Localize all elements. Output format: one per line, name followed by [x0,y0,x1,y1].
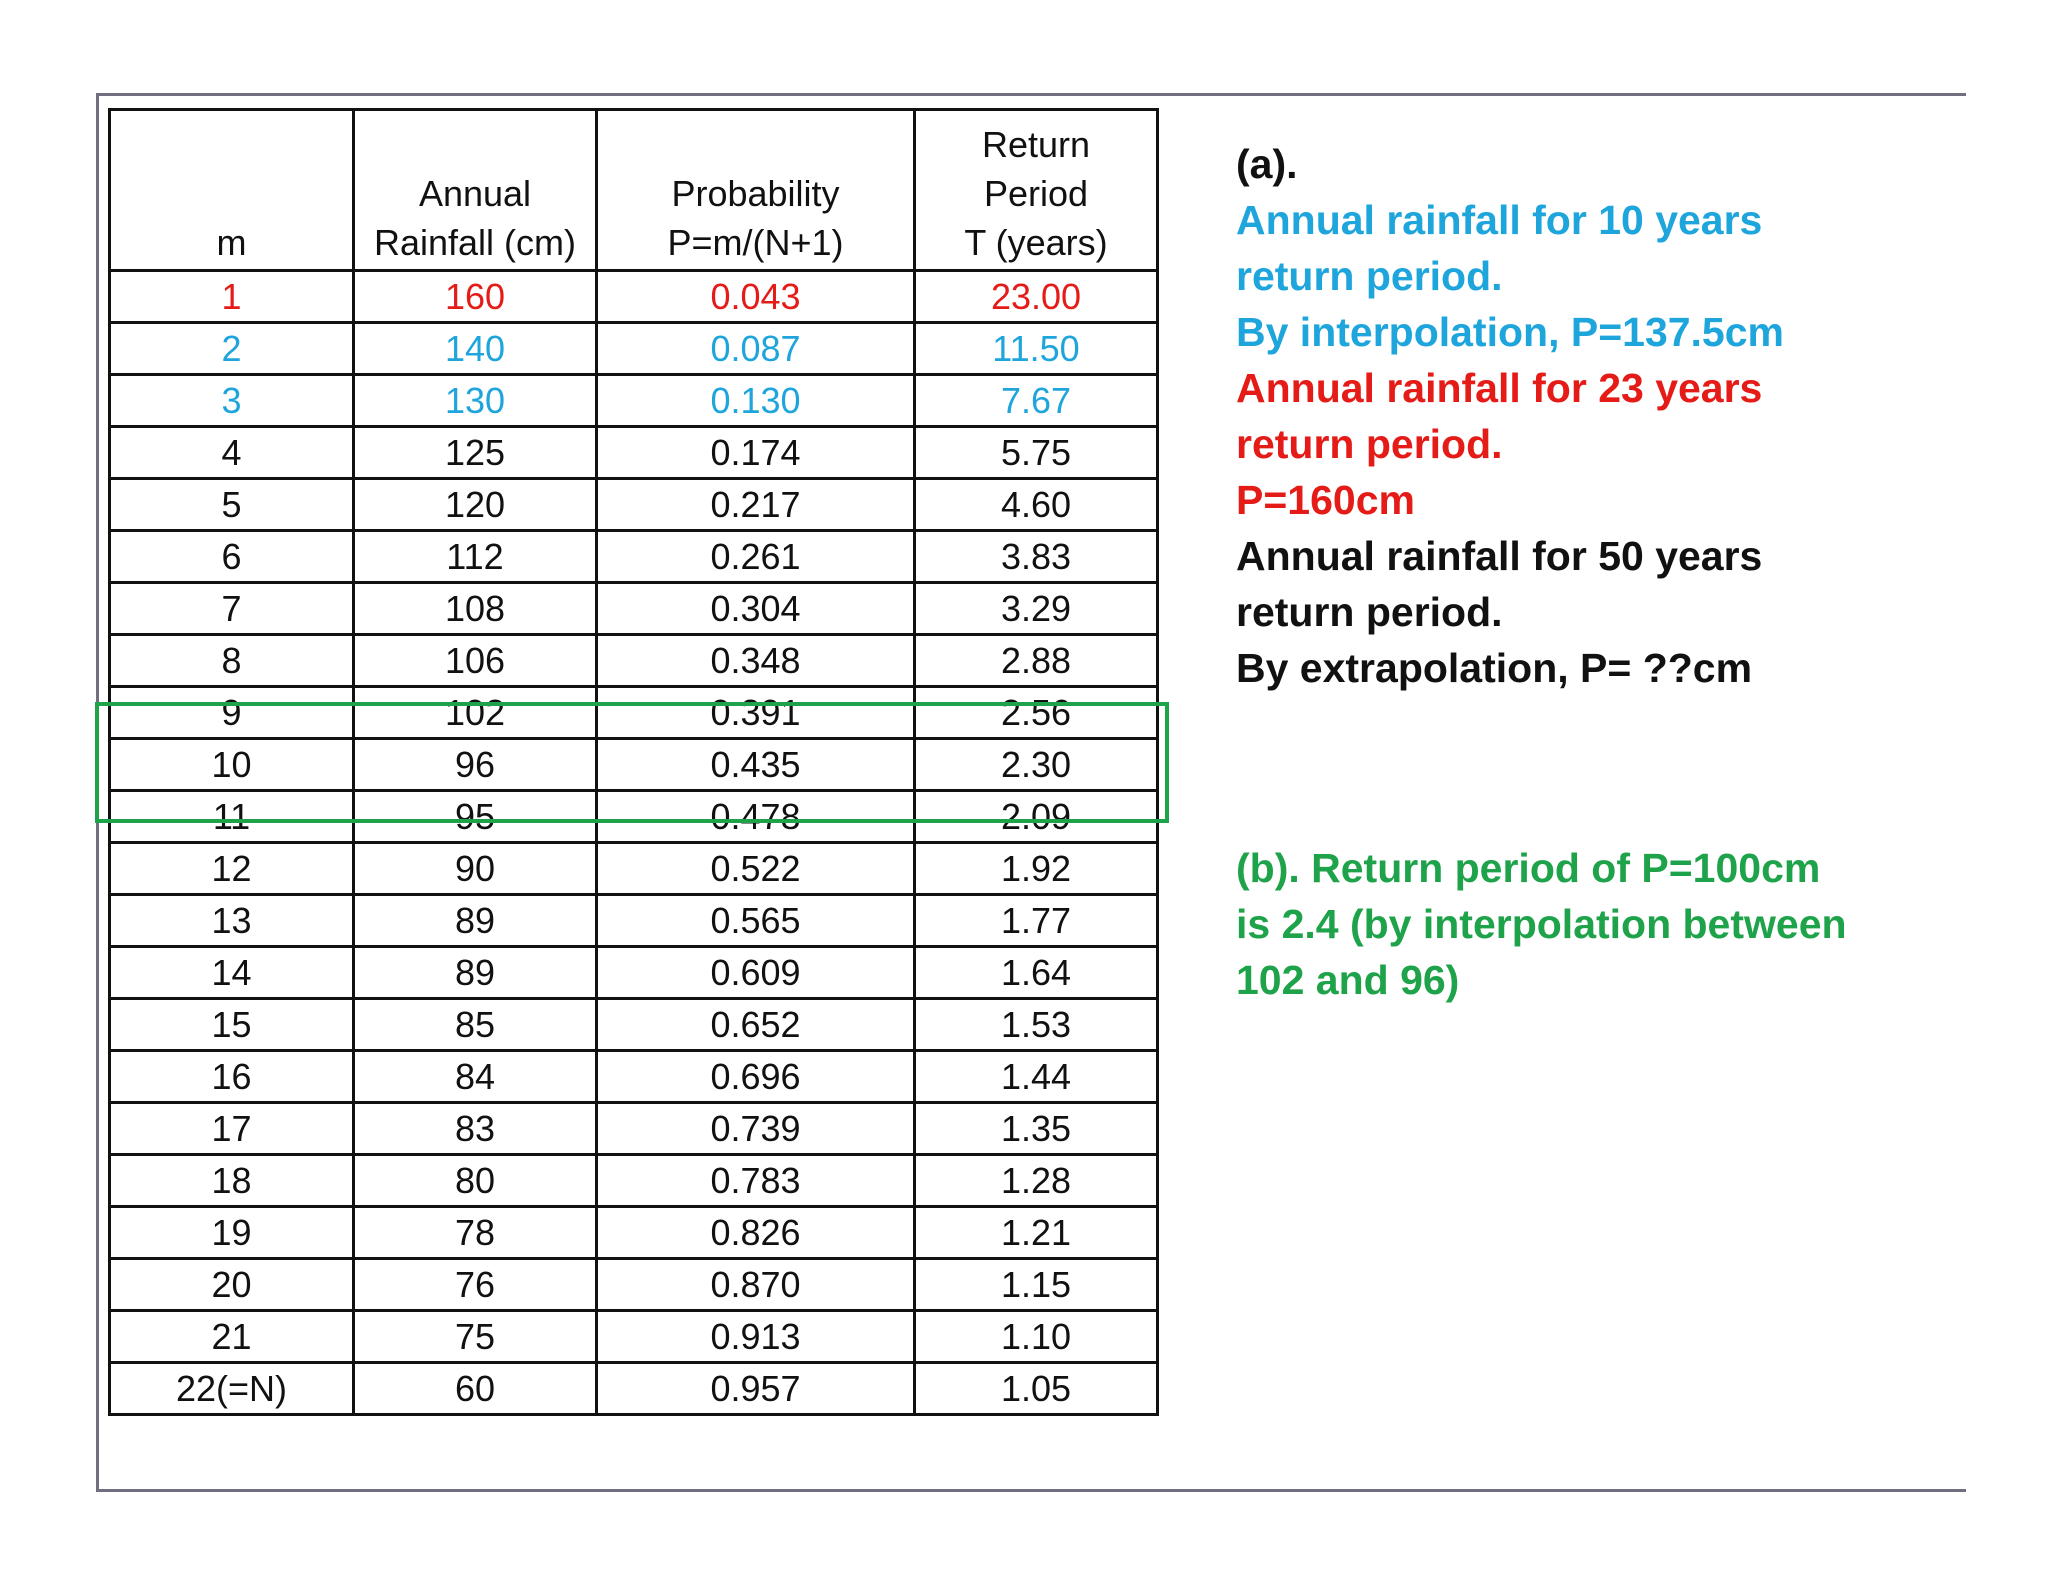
cell-m: 11 [110,791,354,843]
part-a-line: By extrapolation, P= ??cm [1236,645,1753,691]
cell-return-period: 3.29 [915,583,1158,635]
cell-rainfall: 160 [354,271,597,323]
cell-rainfall: 120 [354,479,597,531]
cell-probability: 0.826 [597,1207,915,1259]
header-line: P=m/(N+1) [667,222,844,263]
cell-probability: 0.783 [597,1155,915,1207]
cell-rainfall: 85 [354,999,597,1051]
part-a-line: By interpolation, P=137.5cm [1236,309,1784,355]
part-b-line: 102 and 96) [1236,957,1460,1003]
cell-m: 19 [110,1207,354,1259]
cell-return-period: 5.75 [915,427,1158,479]
cell-return-period: 2.88 [915,635,1158,687]
cell-rainfall: 106 [354,635,597,687]
cell-m: 15 [110,999,354,1051]
cell-m: 21 [110,1311,354,1363]
cell-rainfall: 130 [354,375,597,427]
cell-return-period: 7.67 [915,375,1158,427]
cell-m: 17 [110,1103,354,1155]
table-row [110,895,1158,947]
cell-rainfall: 96 [354,739,597,791]
cell-m: 2 [110,323,354,375]
cell-probability: 0.217 [597,479,915,531]
cell-m: 12 [110,843,354,895]
part-a-line: Annual rainfall for 10 years [1236,197,1763,243]
cell-rainfall: 83 [354,1103,597,1155]
cell-probability: 0.261 [597,531,915,583]
cell-probability: 0.478 [597,791,915,843]
table-row [110,739,1158,791]
table-row [110,583,1158,635]
header-return-period [915,110,1158,271]
table-row [110,375,1158,427]
cell-rainfall: 125 [354,427,597,479]
cell-rainfall: 89 [354,947,597,999]
cell-probability: 0.043 [597,271,915,323]
cell-m: 3 [110,375,354,427]
header-line: Probability [671,173,840,214]
table-row [110,635,1158,687]
slide-frame-top [98,93,1966,96]
part-a-line: Annual rainfall for 23 years [1236,365,1763,411]
cell-rainfall: 76 [354,1259,597,1311]
cell-probability: 0.913 [597,1311,915,1363]
cell-return-period: 1.21 [915,1207,1158,1259]
header-probability [597,110,915,271]
cell-probability: 0.696 [597,1051,915,1103]
cell-return-period: 4.60 [915,479,1158,531]
cell-rainfall: 102 [354,687,597,739]
cell-m: 22(=N) [110,1363,354,1415]
cell-probability: 0.565 [597,895,915,947]
cell-return-period: 1.35 [915,1103,1158,1155]
cell-return-period: 1.10 [915,1311,1158,1363]
cell-m: 20 [110,1259,354,1311]
cell-return-period: 1.05 [915,1363,1158,1415]
cell-m: 4 [110,427,354,479]
table-row [110,791,1158,843]
cell-m: 13 [110,895,354,947]
table-row [110,687,1158,739]
header-line: Period [983,173,1089,214]
header-line: Annual [418,173,532,214]
cell-m: 16 [110,1051,354,1103]
header-line: Return [981,124,1091,165]
cell-return-period: 1.53 [915,999,1158,1051]
table-row [110,1363,1158,1415]
cell-probability: 0.609 [597,947,915,999]
part-b-line: is 2.4 (by interpolation between [1236,901,1847,947]
rainfall-table [108,108,1159,1416]
cell-m: 18 [110,1155,354,1207]
cell-m: 8 [110,635,354,687]
cell-probability: 0.435 [597,739,915,791]
cell-return-period: 2.30 [915,739,1158,791]
table-header-row [110,110,1158,271]
cell-rainfall: 112 [354,531,597,583]
cell-m: 10 [110,739,354,791]
cell-probability: 0.739 [597,1103,915,1155]
table-row [110,323,1158,375]
cell-return-period: 23.00 [915,271,1158,323]
cell-return-period: 1.64 [915,947,1158,999]
table-row [110,1103,1158,1155]
table-row [110,1207,1158,1259]
cell-probability: 0.130 [597,375,915,427]
part-a-line: P=160cm [1236,477,1415,523]
cell-return-period: 2.09 [915,791,1158,843]
cell-probability: 0.348 [597,635,915,687]
cell-probability: 0.391 [597,687,915,739]
cell-probability: 0.087 [597,323,915,375]
cell-m: 5 [110,479,354,531]
cell-rainfall: 90 [354,843,597,895]
table-row [110,999,1158,1051]
header-line: T (years) [964,222,1108,263]
cell-m: 6 [110,531,354,583]
cell-rainfall: 140 [354,323,597,375]
table-row [110,843,1158,895]
header-annual-rainfall [354,110,597,271]
cell-return-period: 2.56 [915,687,1158,739]
cell-probability: 0.957 [597,1363,915,1415]
part-a-line: Annual rainfall for 50 years [1236,533,1763,579]
header-m-line: m [216,222,247,263]
cell-return-period: 1.77 [915,895,1158,947]
cell-rainfall: 75 [354,1311,597,1363]
table-row [110,479,1158,531]
table-row [110,1259,1158,1311]
header-m [110,110,354,271]
table-row [110,1311,1158,1363]
table-row [110,271,1158,323]
part-b-notes [1236,840,2026,1008]
cell-return-period: 1.15 [915,1259,1158,1311]
cell-rainfall: 89 [354,895,597,947]
cell-rainfall: 78 [354,1207,597,1259]
cell-return-period: 11.50 [915,323,1158,375]
cell-m: 1 [110,271,354,323]
part-b-line: (b). Return period of P=100cm [1236,845,1821,891]
slide-frame-bottom [98,1489,1966,1492]
cell-rainfall: 60 [354,1363,597,1415]
cell-rainfall: 84 [354,1051,597,1103]
cell-probability: 0.522 [597,843,915,895]
cell-probability: 0.652 [597,999,915,1051]
cell-rainfall: 108 [354,583,597,635]
cell-probability: 0.174 [597,427,915,479]
cell-rainfall: 80 [354,1155,597,1207]
cell-m: 14 [110,947,354,999]
part-a-line: return period. [1236,589,1503,635]
cell-return-period: 1.92 [915,843,1158,895]
part-a-line: return period. [1236,421,1503,467]
table-row [110,1155,1158,1207]
table-row [110,427,1158,479]
cell-rainfall: 95 [354,791,597,843]
part-a-line: return period. [1236,253,1503,299]
cell-probability: 0.870 [597,1259,915,1311]
cell-return-period: 3.83 [915,531,1158,583]
cell-return-period: 1.28 [915,1155,1158,1207]
cell-m: 9 [110,687,354,739]
cell-m: 7 [110,583,354,635]
cell-probability: 0.304 [597,583,915,635]
table-row [110,947,1158,999]
part-a-heading: (a). [1236,141,1298,187]
part-a-notes [1236,136,1996,696]
slide-frame-left [96,93,99,1492]
table-row [110,1051,1158,1103]
cell-return-period: 1.44 [915,1051,1158,1103]
header-line: Rainfall (cm) [373,222,577,263]
table-row [110,531,1158,583]
